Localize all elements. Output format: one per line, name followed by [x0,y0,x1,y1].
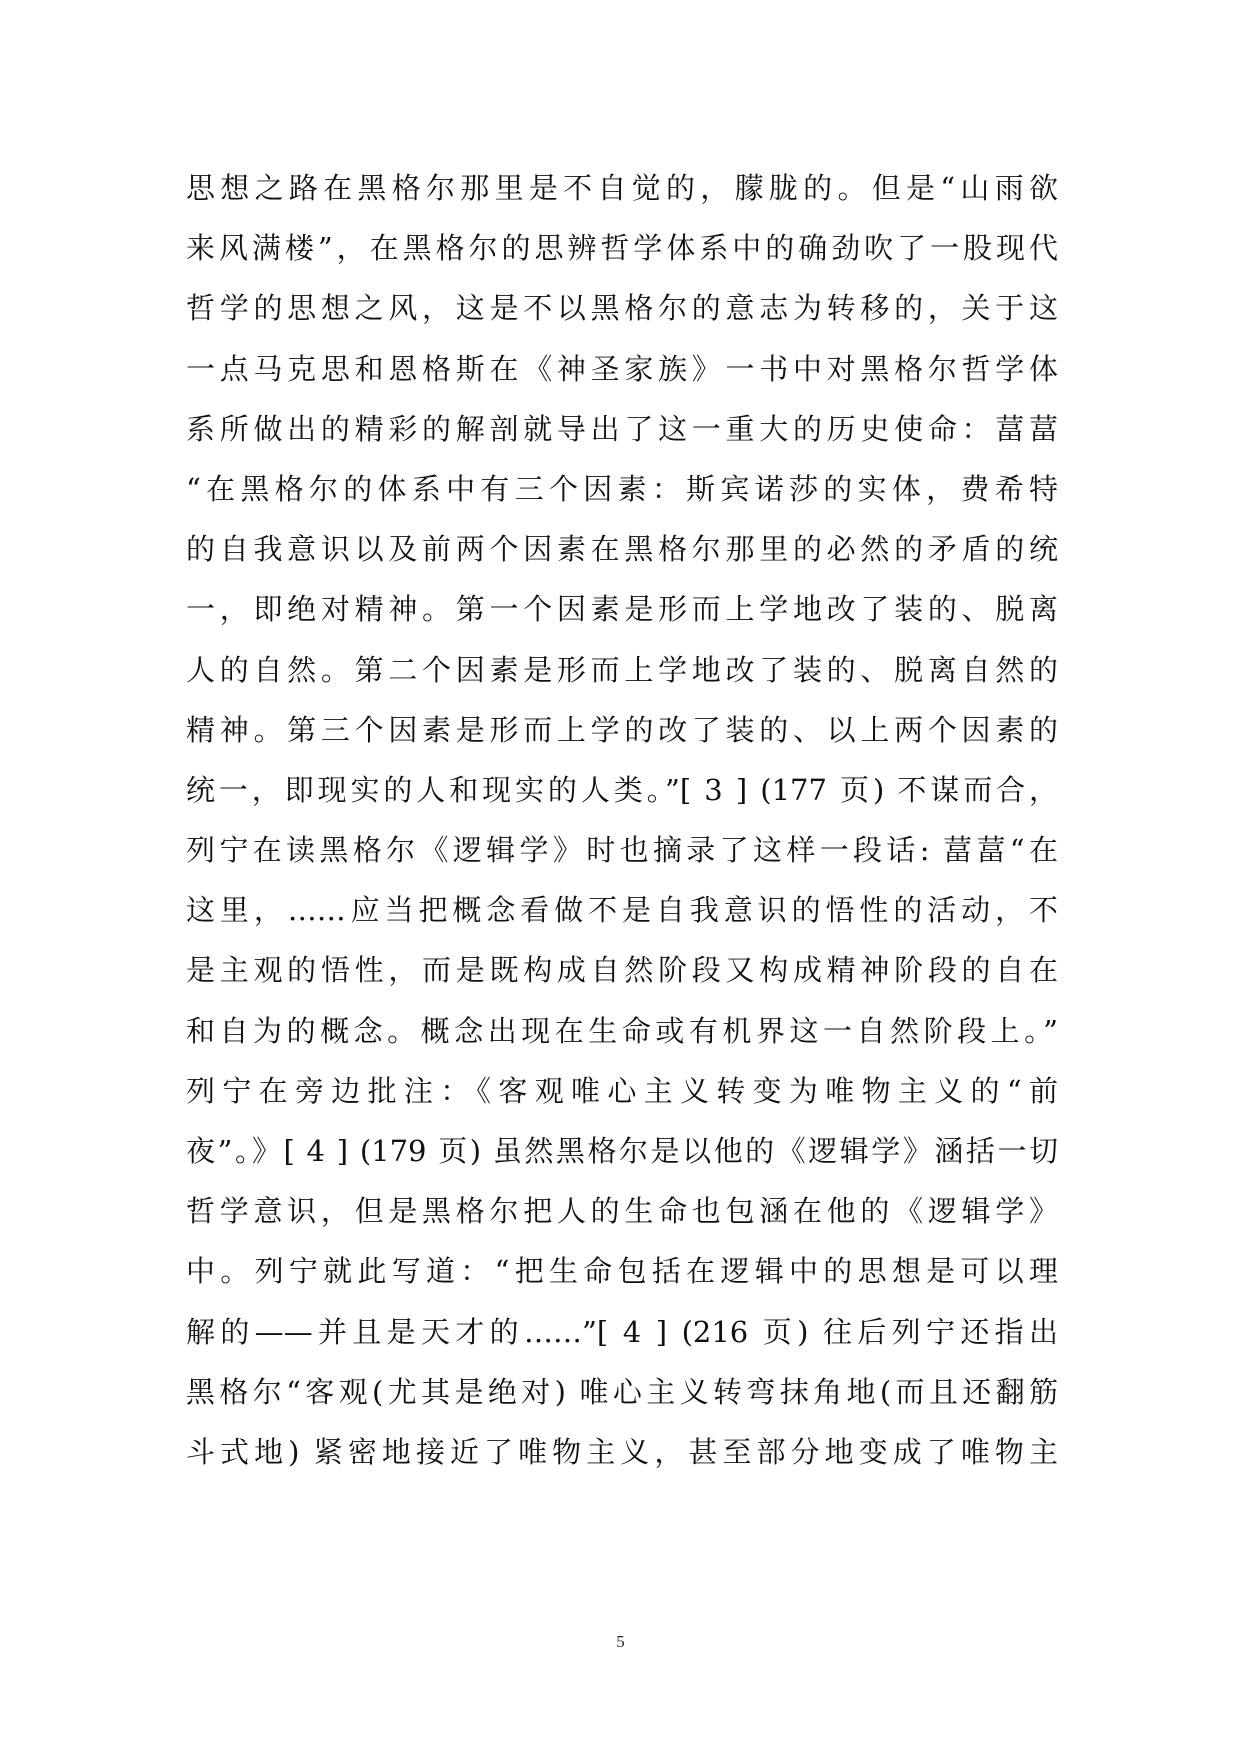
text-line: 的自我意识以及前两个因素在黑格尔那里的必然的矛盾的统 [186,532,1058,567]
text-line: 列宁在旁边批注：《客观唯心主义转变为唯物主义的“前 [186,1073,1058,1108]
body-text [186,158,1058,1482]
text-line: 一点马克思和恩格斯在《神圣家族》一书中对黑格尔哲学体 [186,351,1058,386]
text-line: 是主观的悟性，而是既构成自然阶段又构成精神阶段的自在 [186,953,1058,988]
text-line: 黑格尔“客观(尤其是绝对) 唯心主义转弯抹角地(而且还翻筋 [186,1374,1058,1409]
text-line: 一，即绝对精神。第一个因素是形而上学地改了装的、脱离 [186,592,1058,627]
text-line: 中。列宁就此写道：“把生命包括在逻辑中的思想是可以理 [186,1254,1058,1289]
text-line: 精神。第三个因素是形而上学的改了装的、以上两个因素的 [186,712,1058,747]
text-line: 和自为的概念。概念出现在生命或有机界这一自然阶段上。” [186,1013,1058,1048]
text-line: 哲学的思想之风，这是不以黑格尔的意志为转移的，关于这 [186,291,1058,326]
text-line: 这里，……应当把概念看做不是自我意识的悟性的活动，不 [186,893,1058,928]
text-line: 斗式地) 紧密地接近了唯物主义，甚至部分地变成了唯物主 [186,1434,1058,1469]
text-line: 列宁在读黑格尔《逻辑学》时也摘录了这样一段话: 葍葍“在 [186,833,1058,868]
text-line: 来风满楼”，在黑格尔的思辨哲学体系中的确劲吹了一股现代 [186,231,1058,266]
text-line: 夜”。》[ 4 ] (179 页) 虽然黑格尔是以他的《逻辑学》涵括一切 [186,1134,1058,1168]
text-line: “在黑格尔的体系中有三个因素：斯宾诺莎的实体，费希特 [186,471,1058,506]
text-line: 解的——并且是天才的……”[ 4 ] (216 页) 往后列宁还指出 [186,1314,1058,1349]
text-line: 哲学意识，但是黑格尔把人的生命也包涵在他的《逻辑学》 [186,1194,1058,1229]
text-line: 系所做出的精彩的解剖就导出了这一重大的历史使命：葍葍 [186,411,1058,446]
page-number: 5 [616,1632,625,1651]
text-line: 思想之路在黑格尔那里是不自觉的，朦胧的。但是“山雨欲 [186,171,1058,205]
text-line: 人的自然。第二个因素是形而上学地改了装的、脱离自然的 [186,652,1058,687]
text-line: 统一，即现实的人和现实的人类。”[ 3 ] (177 页) 不谋而合， [186,772,1058,807]
